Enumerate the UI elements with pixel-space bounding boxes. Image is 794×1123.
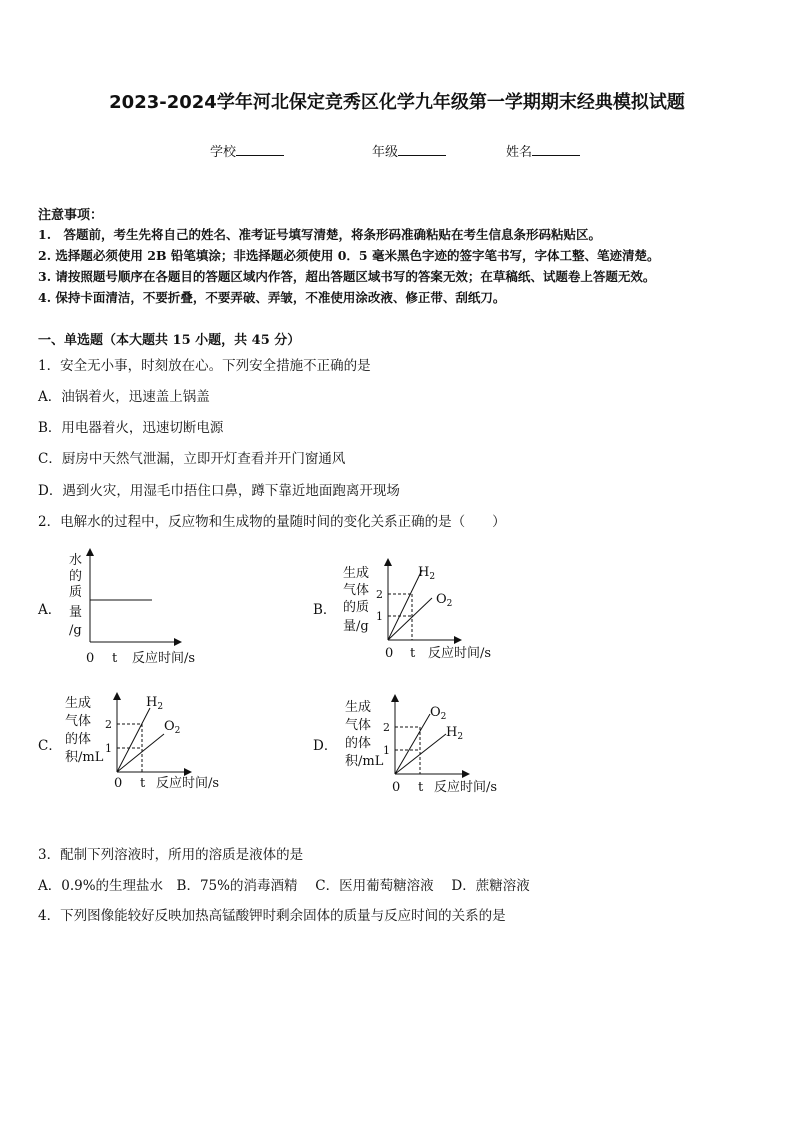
- origin-label: 0: [86, 651, 95, 666]
- y-label-line: 的质: [343, 600, 370, 615]
- h2-label: $H_2$: [418, 565, 436, 582]
- y-label-line: 气体: [65, 714, 92, 729]
- y-label-line: 生成: [345, 700, 372, 715]
- school-field: [210, 141, 284, 160]
- y-label-line: 生成: [65, 696, 92, 711]
- notice-item: 4. 保持卡面清洁，不要折叠，不要弄破、弄皱，不准使用涂改液、修正带、刮纸刀。: [38, 290, 506, 305]
- origin-label: 0: [392, 780, 401, 795]
- origin-label: 0: [114, 776, 123, 791]
- notice-item: 1. 答题前，考生先将自己的姓名、准考证号填写清楚，将条形码准确粘贴在考生信息条形码粘贴区。: [38, 227, 602, 242]
- y-label-line: 的: [69, 569, 83, 584]
- o2-label: $O_2$: [436, 592, 453, 609]
- q2-stem: 2．电解水的过程中，反应物和生成物的量随时间的变化关系正确的是（ ）: [38, 514, 506, 530]
- y-label-line: 积/mL: [65, 750, 104, 765]
- t-label: t: [140, 776, 146, 791]
- t-label: t: [410, 646, 416, 661]
- x-label: 反应时间/s: [428, 646, 492, 661]
- q1-option-c: C．厨房中天然气泄漏，立即开灯查看并开门窗通风: [38, 451, 346, 467]
- y-label-line: 的体: [65, 732, 92, 747]
- h2-line: [388, 570, 422, 640]
- name-blank: [532, 143, 580, 156]
- y-label-line: 量/g: [343, 619, 369, 634]
- q2-graph-b: [340, 556, 500, 666]
- o2-label: $O_2$: [164, 719, 181, 736]
- y-label-line: 积/mL: [345, 754, 384, 769]
- x-label: 反应时间/s: [434, 780, 498, 795]
- h2-label: $H_2$: [146, 695, 164, 712]
- grade-label: 年级: [372, 145, 399, 160]
- tick-2: 2: [383, 721, 390, 734]
- q2-option-d-letter: D．: [313, 738, 338, 754]
- q2-option-b-letter: B．: [313, 602, 337, 618]
- y-label-line: 水: [69, 553, 83, 568]
- h2-label: $H_2$: [446, 725, 464, 742]
- y-label-line: /g: [69, 623, 82, 638]
- x-label: 反应时间/s: [156, 776, 220, 791]
- tick-2: 2: [105, 718, 112, 731]
- q4-stem: 4．下列图像能较好反映加热高锰酸钾时剩余固体的质量与反应时间的关系的是: [38, 908, 506, 924]
- t-label: t: [112, 651, 118, 666]
- y-label-line: 气体: [343, 583, 370, 598]
- school-label: 学校: [210, 145, 237, 160]
- q2-option-c-letter: C．: [38, 738, 62, 754]
- y-label-line: 质: [69, 585, 83, 600]
- grade-field: [372, 141, 446, 160]
- o2-line: [388, 598, 432, 640]
- q3-options: A．0.9%的生理盐水 B．75%的消毒酒精 C．医用葡萄糖溶液 D．蔗糖溶液: [38, 878, 530, 894]
- q2-graph-c: [62, 690, 232, 800]
- q1-option-a: A．油锅着火，迅速盖上锅盖: [38, 389, 210, 405]
- q1-stem: 1．安全无小事，时刻放在心。下列安全措施不正确的是: [38, 358, 371, 374]
- q2-option-a-letter: A．: [38, 602, 62, 618]
- tick-1: 1: [105, 742, 112, 755]
- tick-1: 1: [383, 744, 390, 757]
- y-label-line: 气体: [345, 718, 372, 733]
- q2-graph-a: [60, 540, 210, 670]
- q1-option-d: D．遇到火灾，用湿毛巾捂住口鼻，蹲下靠近地面跑离开现场: [38, 483, 400, 499]
- name-label: 姓名: [506, 145, 533, 160]
- x-label: 反应时间/s: [132, 651, 196, 666]
- q3-stem: 3．配制下列溶液时，所用的溶质是液体的是: [38, 847, 304, 863]
- notice-heading: 注意事项：: [38, 208, 104, 223]
- o2-line: [117, 734, 164, 772]
- y-label-line: 生成: [343, 566, 370, 581]
- grade-blank: [398, 143, 446, 156]
- tick-1: 1: [376, 610, 383, 623]
- o2-label: $O_2$: [430, 705, 447, 722]
- name-field: [506, 141, 580, 160]
- notice-item: 2. 选择题必须使用 2B 铅笔填涂；非选择题必须使用 0．5 毫米黑色字迹的签字笔书写，字体工整、笔迹清楚。: [38, 248, 660, 263]
- t-label: t: [418, 780, 424, 795]
- q1-option-b: B．用电器着火，迅速切断电源: [38, 420, 224, 436]
- y-label-line: 量: [69, 605, 83, 620]
- notice-item: 3. 请按照题号顺序在各题目的答题区域内作答，超出答题区域书写的答案无效；在草稿纸、试题卷上答题无效。: [38, 269, 656, 284]
- origin-label: 0: [385, 646, 394, 661]
- o2-line: [395, 714, 430, 774]
- y-label-line: 的体: [345, 736, 372, 751]
- q2-graph-d: [342, 694, 512, 804]
- h2-line: [117, 708, 150, 772]
- section-heading: 一、单选题（本大题共 15 小题，共 45 分）: [38, 333, 301, 348]
- school-blank: [236, 143, 284, 156]
- tick-2: 2: [376, 588, 383, 601]
- page-title: 2023-2024学年河北保定竞秀区化学九年级第一学期期末经典模拟试题: [109, 92, 685, 113]
